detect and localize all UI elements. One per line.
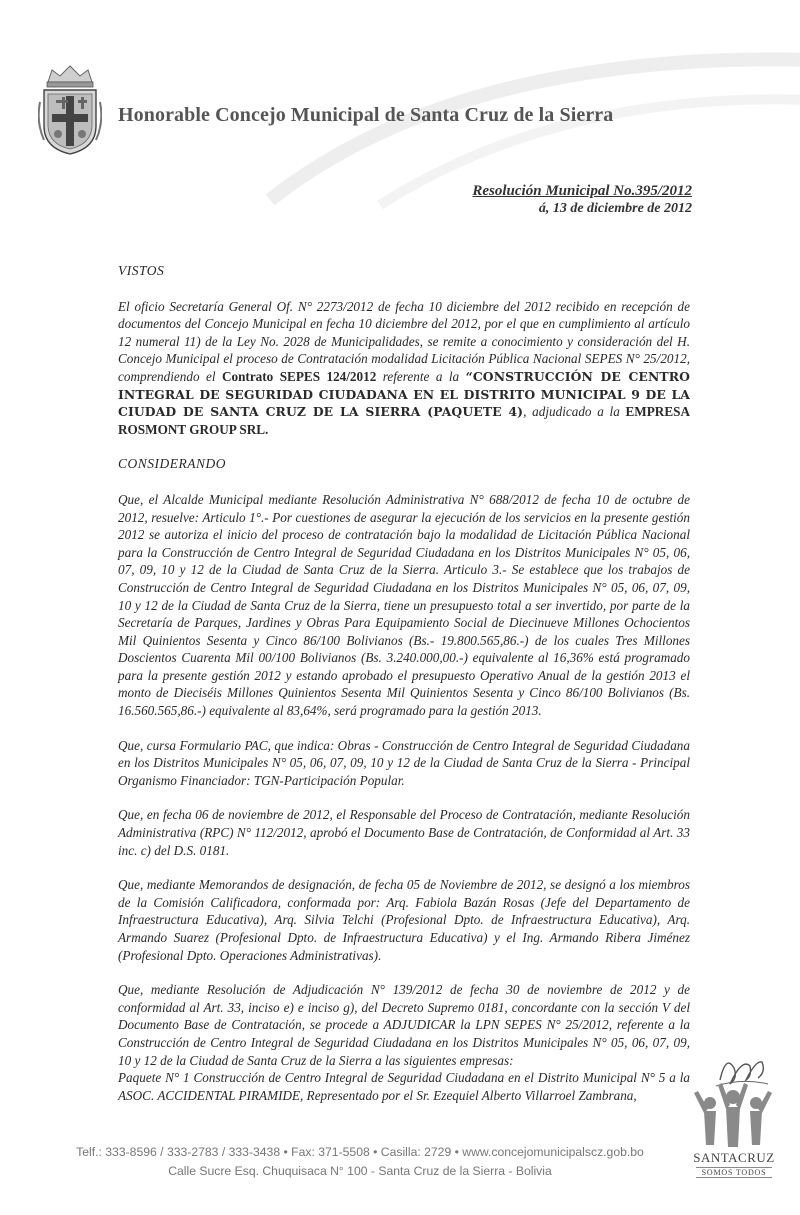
considerando-paragraph-1: Que, el Alcalde Municipal mediante Resolución Administrativa N° 688/2012 de fecha 10 de octubre de 2012, resuelve: Articulo 1°.- Por cuestiones de asegurar la ejecución de los servicios en la presente gestión 2012 se autoriza el inicio del proceso de contratación bajo la modalidad de Licitación Pública Nacional para la Construcción de Centro Integral de Seguridad Ciudadana en los Distritos Municipales N° 05, 06, 07, 09, 10 y 12 de la Ciudad de Santa Cruz de la Sierra. Articulo 3.- Se establece que los trabajos de Construcción de Centro Integral de Seguridad Ciudadana en los Distritos Municipales N° 05, 06, 07, 09, 10 y 12 de la Ciudad de Santa Cruz de la Sierra, tiene un presupuesto total a ser invertido, por parte de la Secretaría de Parques, Jardines y Obras Para Equipamiento Social de Diecinueve Millones Ochocientos Mil Quinientos Sesenta y Cinco 86/100 Bolivianos (Bs.- 19.800.565,86.-) de los cuales Tres Millones Doscientos Cuarenta Mil 00/100 Bolivianos (Bs. 3.240.000,00.-) equivalente al 16,36% está programado para la presente gestión 2012 y estando aprobado el presupuesto Operativo Anual de la gestión 2013 el monto de Dieciséis Millones Quinientos Sesenta Mil Quinientos Sesenta y Cinco 86/100 Bolivianos (Bs. 16.560.565,86.-) equivalente al 83,64%, será programado para la gestión 2013. (118, 491, 690, 719)
logo-tagline: SOMOS TODOS (696, 1167, 772, 1178)
considerando-paragraph-4: Que, mediante Memorandos de designación, de fecha 05 de Noviembre de 2012, se designó a los miembros de la Comisión Calificadora, conformada por: Arq. Fabiola Bazán Rosas (Jefe del Departamento de Infraestructura Educativa), Arq. Silvia Telchi (Profesional Dpto. de Infraestructura Educativa), Arq. Armando Suarez (Profesional Dpto. de Infraestructura Educativa) y el Ing. Armando Ribera Jiménez (Profesional Dpto. Operaciones Administrativas). (118, 877, 690, 963)
considerando-paragraph-2: Que, cursa Formulario PAC, que indica: Obras - Construcción de Centro Integral de Seguridad Ciudadana en los Distritos Municipales N° 05, 06, 07, 09, 10 y 12 de la Ciudad de Santa Cruz de la Sierra - Principal Organismo Financiador: TGN-Participación Popular. (118, 737, 690, 788)
logo-name: SANTACRUZ (693, 1150, 775, 1165)
section-heading-vistos: VISTOS (118, 263, 165, 278)
vistos-text-a: El oficio Secretaría General Of. N° 2273/2012 de fecha 10 diciembre del 2012 recibido en recepción de documentos del Concejo Municipal en fecha 10 diciembre del 2012, por el que en cumplimiento al artículo 12 numeral 11) de la Ley No. 2028 de Municipalidades, se remite a conocimiento y consideración del H. Concejo Municipal el proceso de Contratación modalidad Licitación Pública Nacional SEPES N° 25/2012, comprendiendo el (118, 298, 690, 384)
vistos-paragraph (118, 298, 690, 439)
resolution-number: Resolución Municipal No.395/2012 (472, 183, 692, 199)
adjudication-text: Que, mediante Resolución de Adjudicación N° 139/2012 de fecha 30 de noviembre de 2012 y de conformidad al Art. 33, inciso e) e inciso g), del Decreto Supremo 0181, concordante con la sección V del Documento Base de Contratación, se procede a ADJUDICAR la LPN SEPES N° 25/2012, referente a la Construcción de Centro Integral de Seguridad Ciudadana en los Distritos Municipales N° 05, 06, 07, 09, 10 y 12 de la Ciudad de Santa Cruz de la Sierra a las siguientes empresas: (118, 982, 690, 1068)
council-title: Honorable Concejo Municipal de Santa Cruz de la Sierra (118, 104, 614, 126)
santa-cruz-logo-text (690, 1150, 778, 1178)
project-name: “CONSTRUCCIÓN DE CENTRO INTEGRAL DE SEGURIDAD CIUDADANA EN EL DISTRITO MUNICIPAL 9 DE LA CIUDAD DE SANTA CRUZ DE LA SIERRA (PAQUETE 4) (118, 368, 690, 420)
coat-of-arms-icon (38, 62, 102, 158)
section-heading-considerando: CONSIDERANDO (118, 456, 226, 472)
footer-address-line: Calle Sucre Esq. Chuquisaca N° 100 - Santa Cruz de la Sierra - Bolivia (168, 1164, 552, 1178)
awarded-company: EMPRESA ROSMONT GROUP SRL. (118, 404, 690, 437)
considerando-paragraph-5 (118, 981, 690, 1104)
vistos-text-c: , adjudicado a la (523, 404, 626, 420)
resolution-date: á, 13 de diciembre de 2012 (538, 201, 692, 216)
document-body (118, 262, 690, 1104)
contract-reference: Contrato SEPES 124/2012 (221, 368, 377, 384)
considerando-paragraph-3: Que, en fecha 06 de noviembre de 2012, el Responsable del Proceso de Contratación, mediante Resolución Administrativa (RPC) N° 112/2012, aprobó el Documento Base de Contratación, de Conformidad al Art. 33 inc. c) del D.S. 0181. (118, 807, 690, 858)
package-1-text: Paquete N° 1 Construcción de Centro Integral de Seguridad Ciudadana en el Distrito Municipal N° 5 a la ASOC. ACCIDENTAL PIRAMIDE, Representado por el Sr. Ezequiel Alberto Villarroel Zambrana, (118, 1070, 690, 1103)
page-footer (40, 1143, 680, 1181)
vistos-text-b: referente a la (376, 368, 466, 384)
resolution-block (472, 183, 692, 217)
footer-contact-line: Telf.: 333-8596 / 333-2783 / 333-3438 • Fax: 371-5508 • Casilla: 2729 • www.concejomunicipalscz.gob.bo (76, 1145, 644, 1159)
